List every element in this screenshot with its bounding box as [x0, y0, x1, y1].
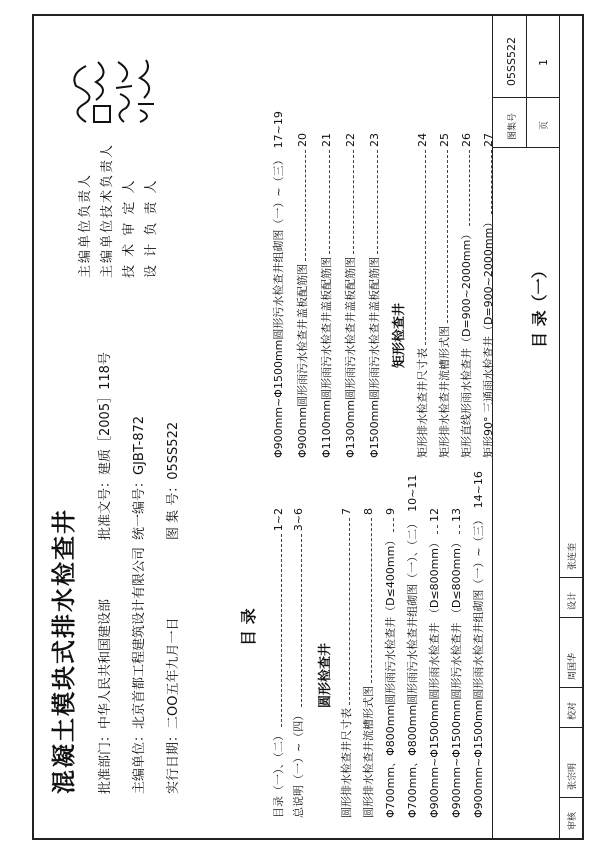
drawing-frame: [32, 14, 584, 840]
toc-entry-page: 7: [339, 508, 353, 515]
toc-entry: [448, 508, 464, 818]
toc-entry: [360, 508, 376, 818]
toc-entry: [270, 508, 286, 818]
responsible-tech-lead: 主编单位技术负责人: [100, 142, 115, 278]
toc-entry-page: 24: [415, 133, 429, 147]
responsible-chief-unit: 主编单位负责人: [78, 172, 93, 278]
toc-entry-label: Φ900mm~Φ1500mm圆形雨水检查井组砌图（一）~（三）: [472, 514, 485, 818]
toc-heading: 目 录: [239, 608, 258, 646]
signature-1: [68, 56, 92, 126]
design-label: 设计: [568, 591, 578, 610]
toc-entry: [414, 133, 430, 458]
toc-entry-label: 圆形排水检查井流槽形式图: [362, 686, 375, 818]
toc-entry-label: 目录（一）、（二）: [272, 730, 285, 818]
toc-entry-page: 12: [427, 508, 441, 522]
effective-date: 实行日期：二OO五年九月一日: [166, 617, 181, 794]
toc-entry-page: 22: [343, 133, 357, 147]
toc-entry-label: 圆形排水检查井尺寸表: [340, 708, 353, 818]
toc-entry-label: Φ900mm圆形雨污水检查井盖板配筋图: [296, 263, 309, 458]
drawing-title: 目 录（一）: [530, 262, 549, 348]
toc-entry: [426, 508, 442, 818]
toc-entry-label: 矩形90° 三通雨水检查井（D=900~2000mm）: [482, 216, 495, 458]
review-name: 张宗明: [568, 762, 578, 790]
signature-4: [134, 56, 158, 126]
toc-entry-page: 17~19: [271, 111, 285, 149]
toc-entry-label: 矩形排水检查井流槽形式图: [438, 326, 451, 458]
page-value: 1: [537, 59, 550, 66]
toc-entry-label: 矩形排水检查井尺寸表: [416, 348, 429, 458]
atlas-value: 05SS522: [505, 37, 518, 86]
toc-entry-page: 26: [459, 133, 473, 147]
page-label: 页: [540, 120, 550, 130]
section-round: 圆形检查井: [318, 642, 333, 708]
section-rect: 矩形检查井: [392, 302, 407, 368]
document-title: 混凝土模块式排水检查井: [50, 508, 78, 794]
toc-entry-label: 总说明（一）~（四）: [292, 709, 305, 818]
atlas-label: 图集号: [508, 112, 518, 140]
unified-number: 统一编号：GJBT-872: [132, 415, 147, 540]
toc-entry: [470, 471, 486, 818]
toc-entry-label: Φ900mm~Φ1500mm圆形污水检查井组砌图（一）~（三）: [272, 154, 285, 458]
toc-entry-page: 21: [319, 133, 333, 147]
design-name: 张连奎: [568, 542, 578, 570]
toc-entry: [270, 111, 286, 458]
toc-entry-page: 3~6: [291, 508, 305, 532]
toc-entry-label: Φ900mm~Φ1500mm圆形污水检查井 （D≤800mm）: [450, 537, 463, 818]
toc-entry: [342, 133, 358, 458]
toc-entry-page: 9: [383, 508, 397, 515]
toc-entry-page: 14~16: [471, 471, 485, 509]
toc-entry: [318, 133, 334, 458]
toc-entry-page: 23: [367, 133, 381, 147]
atlas-number: 图 集 号：05SS522: [166, 421, 181, 540]
toc-entry-label: Φ1300mm圆形雨污水检查井盖板配筋图: [344, 256, 357, 458]
toc-entry: [338, 508, 354, 818]
check-name: 周国华: [568, 652, 578, 680]
title-block: [492, 16, 583, 838]
toc-entry-page: 1~2: [271, 508, 285, 532]
approval-document-number: 批准文号：建质［2005］118号: [98, 352, 113, 540]
responsible-designer: 设 计 负 责 人: [144, 178, 159, 278]
signature-2: [90, 56, 114, 126]
toc-entry-label: 矩形直线形雨水检查井（D=900~2000mm）: [460, 228, 473, 458]
toc-entry-label: Φ700mm、Φ800mm圆形雨污水检查井（D≤400mm）: [384, 534, 397, 818]
toc-entry-page: 25: [437, 133, 451, 147]
rotated-sheet: [34, 16, 582, 838]
toc-entry-label: Φ1100mm圆形雨污水检查井盖板配筋图: [320, 256, 333, 458]
toc-entry: [458, 133, 474, 458]
toc-entry: [382, 508, 398, 818]
toc-entry-page: 20: [295, 133, 309, 147]
approval-department: 批准部门：中华人民共和国建设部: [98, 598, 113, 794]
toc-entry: [436, 133, 452, 458]
toc-entry: [294, 133, 310, 458]
toc-entry: [404, 474, 420, 818]
toc-entry-label: Φ700mm、Φ800mm圆形雨污水检查井组砌图（一）、（二）: [406, 517, 419, 818]
toc-entry-page: 8: [361, 508, 375, 515]
toc-entry-page: 10~11: [405, 474, 419, 512]
toc-entry-label: Φ1500mm圆形雨污水检查井盖板配筋图: [368, 256, 381, 458]
check-label: 校对: [568, 701, 578, 720]
responsible-approver: 技 术 审 定 人: [122, 178, 137, 278]
toc-entry: [366, 133, 382, 458]
toc-entry-page: 27: [481, 133, 495, 147]
toc-entry-label: Φ900mm~Φ1500mm圆形雨水检查井 （D≤800mm）: [428, 537, 441, 818]
review-label: 审核: [568, 811, 578, 830]
toc-entry: [290, 508, 306, 818]
editor-unit: 主编单位：北京首都工程建筑设计有限公司: [132, 546, 147, 794]
signature-3: [112, 56, 136, 126]
toc-entry-page: 13: [449, 508, 463, 522]
